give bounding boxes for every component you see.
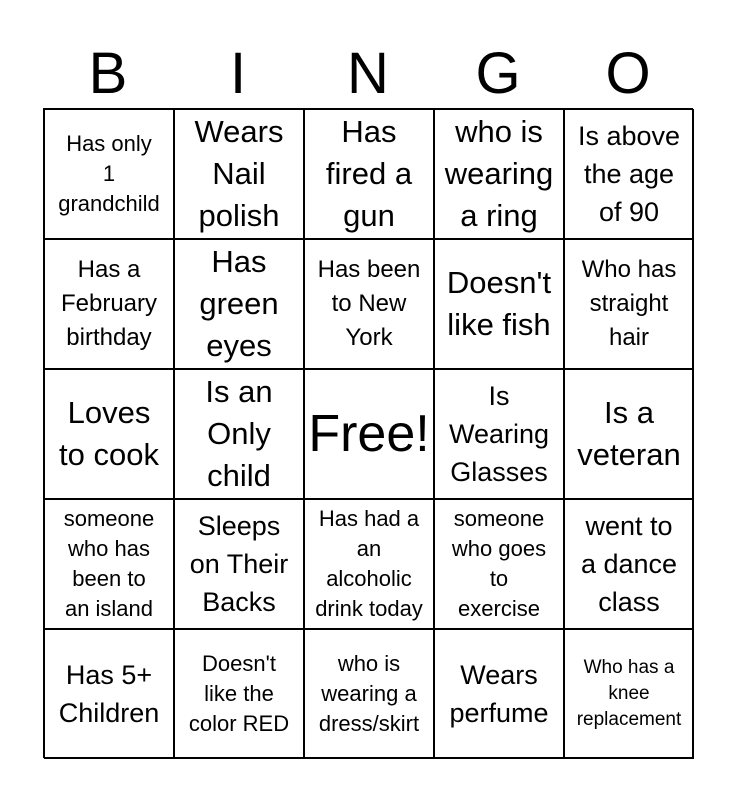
- bingo-cell: [304, 239, 434, 369]
- cell-text: someone who goes to exercise: [451, 506, 547, 621]
- bingo-cell: [564, 499, 694, 629]
- bingo-cell: [44, 239, 174, 369]
- bingo-cell: [434, 109, 564, 239]
- cell-text: Is Wearing Glasses: [448, 381, 550, 487]
- cell-text: Has green eyes: [199, 244, 279, 363]
- cell-text: Is a veteran: [577, 395, 681, 472]
- bingo-cell: [564, 109, 694, 239]
- bingo-cell: [434, 369, 564, 499]
- cell-text: someone who has been to an island: [63, 506, 155, 621]
- cell-text: Has only 1 grandchild: [58, 131, 160, 216]
- bingo-cell: [174, 369, 304, 499]
- cell-text: Has been to New York: [317, 256, 421, 351]
- cell-text: who is wearing a dress/skirt: [318, 651, 420, 736]
- header-letter-g: G: [475, 41, 521, 106]
- bingo-cell: [434, 239, 564, 369]
- bingo-cell: [44, 369, 174, 499]
- header-letter-i: I: [229, 41, 247, 106]
- cell-text: Sleeps on Their Backs: [189, 511, 289, 617]
- cell-text: who is wearing a ring: [444, 114, 554, 233]
- free-cell: [304, 369, 434, 499]
- bingo-cell: [564, 629, 694, 759]
- cell-text: Has had a an alcoholic drink today: [315, 506, 423, 621]
- bingo-cell: [434, 629, 564, 759]
- bingo-cell: [174, 109, 304, 239]
- bingo-cell: [44, 499, 174, 629]
- cell-text: Is an Only child: [205, 374, 273, 493]
- cell-text: Has fired a gun: [325, 114, 413, 233]
- bingo-cell: [304, 109, 434, 239]
- bingo-cell: [174, 499, 304, 629]
- bingo-cell: [174, 629, 304, 759]
- bingo-cell: [434, 499, 564, 629]
- header-letter-o: O: [605, 41, 651, 106]
- cell-text: Doesn't like the color RED: [188, 651, 290, 736]
- cell-text: Has 5+ Children: [58, 660, 160, 728]
- bingo-cell: [44, 629, 174, 759]
- cell-text: Doesn't like fish: [446, 265, 552, 342]
- cell-text: Who has a knee replacement: [576, 657, 682, 730]
- header-letter-n: N: [347, 41, 389, 106]
- bingo-grid: [43, 108, 693, 758]
- cell-text: Wears Nail polish: [194, 114, 284, 233]
- cell-text: Is above the age of 90: [577, 121, 681, 227]
- bingo-cell: [564, 369, 694, 499]
- bingo-cell: [304, 629, 434, 759]
- bingo-header: [43, 40, 693, 108]
- header-letter-b: B: [88, 41, 128, 106]
- bingo-cell: [304, 499, 434, 629]
- cell-text: went to a dance class: [580, 511, 678, 617]
- free-cell-text: Free!: [308, 405, 430, 463]
- cell-text: Who has straight hair: [581, 256, 677, 351]
- cell-text: Wears perfume: [449, 660, 549, 728]
- cell-text: Loves to cook: [59, 395, 159, 472]
- cell-text: Has a February birthday: [60, 256, 158, 351]
- bingo-cell: [44, 109, 174, 239]
- bingo-cell: [564, 239, 694, 369]
- bingo-cell: [174, 239, 304, 369]
